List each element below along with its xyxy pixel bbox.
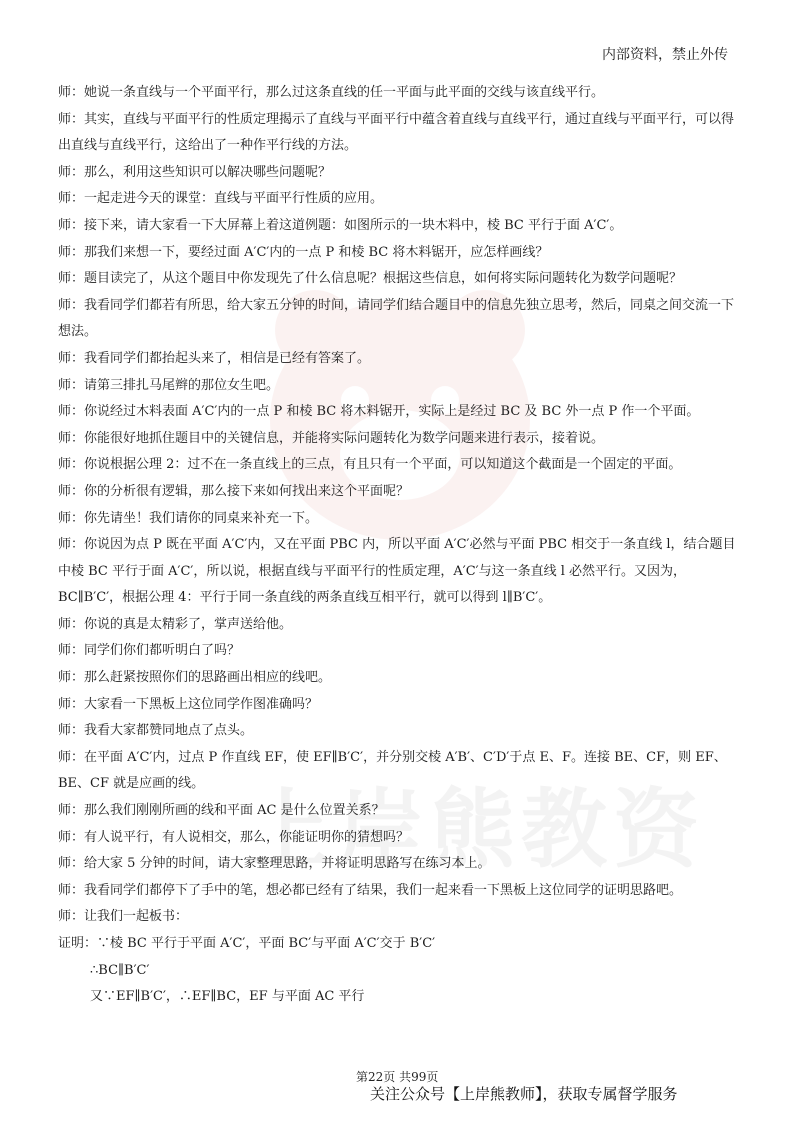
- confidential-note: 内部资料，禁止外传: [602, 47, 728, 63]
- transcript-line: 师：给大家 5 分钟的时间，请大家整理思路，并将证明思路写在练习本上。: [58, 856, 491, 872]
- cropped-header-text: [255, 0, 545, 10]
- transcript-line: 师：那么赶紧按照你们的思路画出相应的线吧。: [58, 670, 332, 686]
- transcript-line: 师：我看同学们都抬起头来了，相信是已经有答案了。: [58, 350, 371, 366]
- transcript-line: 师：那么我们刚刚所画的线和平面 AC 是什么位置关系？: [58, 803, 385, 819]
- transcript-line: 师：让我们一起板书：: [58, 909, 189, 925]
- proof-line: 证明：∵棱 BC 平行于平面 A′C′，平面 BC′与平面 A′C′交于 B′C′: [58, 936, 436, 951]
- transcript-line: 师：在平面 A′C′内，过点 P 作直线 EF，使 EF∥B′C′，并分别交棱 A′B′、C′D′于点 E、F。连接 BE、CF，则 EF、BE、CF 就是应画的线。: [58, 749, 727, 792]
- promo-text: 关注公众号【上岸熊教师】，获取专属督学服务: [370, 1085, 678, 1103]
- transcript-line: 师：你说的真是太精彩了，掌声送给他。: [58, 616, 293, 632]
- transcript-line: 师：大家看一下黑板上这位同学作图准确吗？: [58, 696, 319, 712]
- transcript-line: 师：一起走进今天的课堂：直线与平面平行性质的应用。: [58, 191, 384, 207]
- transcript-line: 师：你说因为点 P 既在平面 A′C′内，又在平面 PBC 内，所以平面 A′C′必然与平面 PBC 相交于一条直线 l，结合题目中棱 BC 平行于面 A′C′，所以说，根据直线与平面平行的性质定理，A′C′与这一条直线 l 必然平行。又因为，BC∥B′C′，根据公理 4：平行于同一条直线的两条直线互相平行，就可以得到 l∥B′C′。: [58, 537, 736, 606]
- transcript-line: 师：同学们你们都听明白了吗？: [58, 643, 241, 659]
- proof-line: ∴BC∥B′C′: [90, 962, 150, 978]
- transcript-line: 师：我看同学们都若有所思，给大家五分钟的时间，请同学们结合题目中的信息先独立思考，然后，同桌之间交流一下想法。: [58, 297, 735, 340]
- proof-line: 又∵EF∥B′C′，∴EF∥BC，EF 与平面 AC 平行: [90, 989, 365, 1005]
- transcript-line: 师：那么，利用这些知识可以解决哪些问题呢？: [58, 164, 332, 180]
- transcript-line: 师：题目读完了，从这个题目中你发现先了什么信息呢？根据这些信息，如何将实际问题转化为数学问题呢？: [58, 271, 683, 287]
- transcript-line: 师：有人说平行，有人说相交，那么，你能证明你的猜想吗？: [58, 829, 410, 845]
- transcript-line: 师：那我们来想一下，要经过面 A′C′内的一点 P 和棱 BC 将木料锯开，应怎样画线？: [58, 244, 549, 260]
- transcript-line: 师：我看大家都赞同地点了点头。: [58, 723, 254, 739]
- page-number: 第22页 共99页: [356, 1070, 439, 1084]
- transcript-line: 师：我看同学们都停下了手中的笔，想必都已经有了结果，我们一起来看一下黑板上这位同学的证明思路吧。: [58, 882, 683, 898]
- transcript-line: 师：请第三排扎马尾辫的那位女生吧。: [58, 377, 280, 393]
- transcript-line: 师：她说一条直线与一个平面平行，那么过这条直线的任一平面与此平面的交线与该直线平行。: [58, 85, 605, 100]
- lesson-transcript: [58, 80, 742, 1011]
- transcript-line: 师：接下来，请大家看一下大屏幕上着这道例题：如图所示的一块木料中，棱 BC 平行于面 A′C′。: [58, 217, 623, 233]
- transcript-line: 师：其实，直线与平面平行的性质定理揭示了直线与平面平行中蕴含着直线与直线平行，通过直线与平面平行，可以得出直线与直线平行，这给出了一种作平行线的方法。: [58, 111, 735, 154]
- transcript-line: 师：你的分析很有逻辑，那么接下来如何找出来这个平面呢？: [58, 483, 410, 499]
- transcript-line: 师：你说经过木料表面 A′C′内的一点 P 和棱 BC 将木料锯开，实际上是经过 BC 及 BC 外一点 P 作一个平面。: [58, 404, 700, 420]
- transcript-line: 师：你先请坐！我们请你的同桌来补充一下。: [58, 510, 319, 526]
- transcript-line: 师：你说根据公理 2：过不在一条直线上的三点，有且只有一个平面，可以知道这个截面是一个固定的平面。: [58, 457, 682, 473]
- transcript-line: 师：你能很好地抓住题目中的关键信息，并能将实际问题转化为数学问题来进行表示，接着说。: [58, 430, 605, 446]
